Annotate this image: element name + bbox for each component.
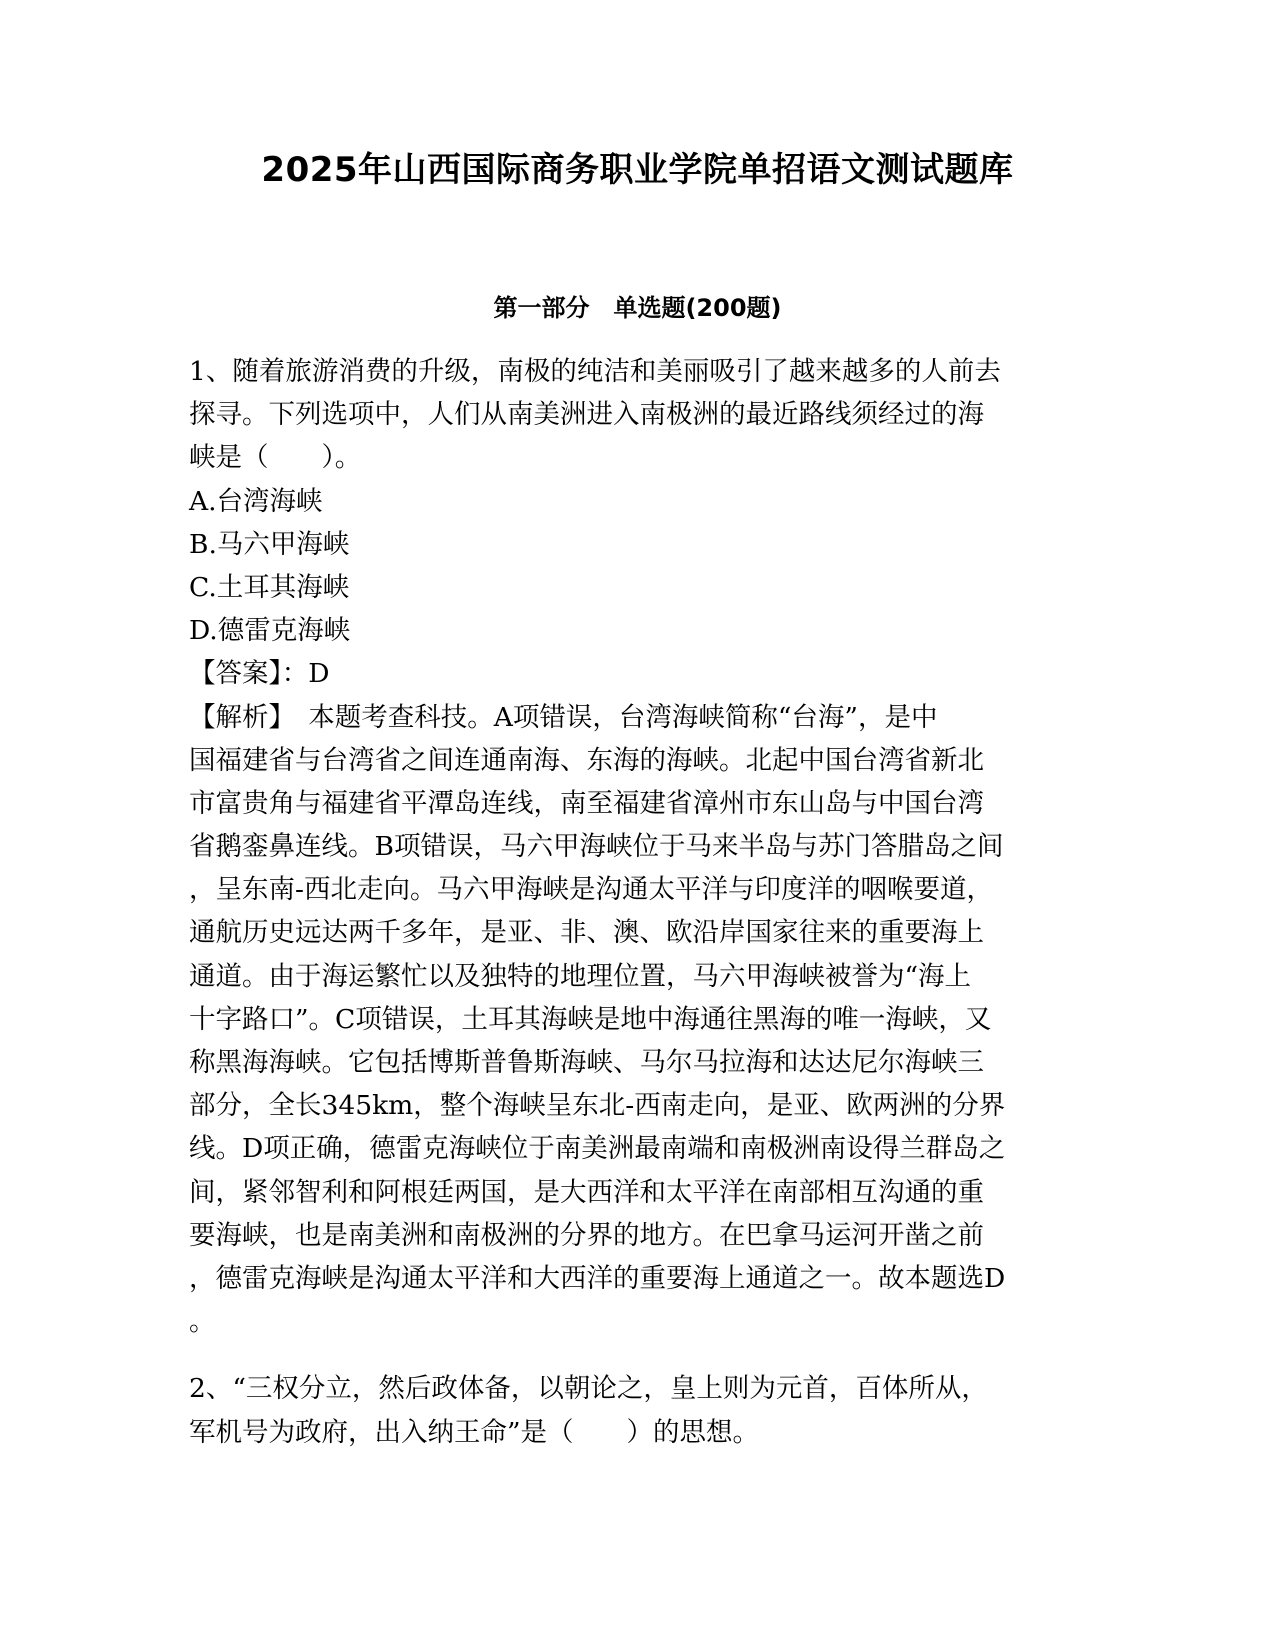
analysis-line: 线。D项正确，德雷克海峡位于南美洲最南端和南极洲南设得兰群岛之 [189,1133,1006,1165]
analysis-line: 要海峡，也是南美洲和南极洲的分界的地方。在巴拿马运河开凿之前 [189,1219,984,1251]
stem-line: 探寻。下列选项中，人们从南美洲进入南极洲的最近路线须经过的海 [189,399,984,431]
analysis-line: 通道。由于海运繁忙以及独特的地理位置，马六甲海峡被誉为“海上 [189,960,972,992]
analysis-line: 称黑海海峡。它包括博斯普鲁斯海峡、马尔马拉海和达达尼尔海峡三 [189,1047,984,1078]
question-2 [189,1367,1084,1453]
question-1 [189,350,1084,1343]
analysis-line: 通航历史远达两千多年，是亚、非、澳、欧沿岸国家往来的重要海上 [189,917,984,949]
question-1-answer: 【答案】：D [189,658,330,690]
analysis-line: 部分，全长345km，整个海峡呈东北-西南走向，是亚、欧两洲的分界 [189,1090,1006,1122]
analysis-line: ，德雷克海峡是沟通太平洋和大西洋的重要海上通道之一。故本题选D [189,1262,1006,1294]
analysis-line: 间，紧邻智利和阿根廷两国，是大西洋和太平洋在南部相互沟通的重 [189,1176,984,1208]
option-a: A.台湾海峡 [189,485,323,517]
analysis-line: ，呈东南-西北走向。马六甲海峡是沟通太平洋与印度洋的咽喉要道， [189,874,993,906]
option-b: B.马六甲海峡 [189,528,350,560]
analysis-line: 。 [189,1306,216,1338]
section-title: 第一部分 单选题(200题) [493,294,782,322]
stem-line: 1、随着旅游消费的升级，南极的纯洁和美丽吸引了越来越多的人前去 [189,356,1001,387]
stem-line: 军机号为政府，出入纳王命”是（ ）的思想。 [189,1416,760,1448]
question-1-analysis [189,696,1084,1344]
analysis-line: 省鹅銮鼻连线。B项错误，马六甲海峡位于马来半岛与苏门答腊岛之间 [189,831,1004,863]
question-gap [189,1343,1084,1367]
analysis-line: 【解析】 本题考查科技。A项错误，台湾海峡简称“台海”，是中 [189,701,938,733]
stem-line: 峡是（ ）。 [189,442,362,474]
option-c: C.土耳其海峡 [189,571,350,603]
analysis-line: 市富贵角与福建省平潭岛连线，南至福建省漳州市东山岛与中国台湾 [189,787,984,819]
option-d: D.德雷克海峡 [189,615,351,647]
question-1-options [189,480,1084,653]
question-1-stem [189,350,1084,480]
question-content [189,350,1084,1454]
document-title: 2025年山西国际商务职业学院单招语文测试题库 [261,150,1014,190]
analysis-line: 十字路口”。C项错误，土耳其海峡是地中海通往黑海的唯一海峡，又 [189,1003,992,1035]
question-2-stem [189,1367,1084,1453]
stem-line: 2、“三权分立，然后政体备，以朝论之，皇上则为元首，百体所从， [189,1373,988,1405]
analysis-line: 国福建省与台湾省之间连通南海、东海的海峡。北起中国台湾省新北 [189,744,984,776]
